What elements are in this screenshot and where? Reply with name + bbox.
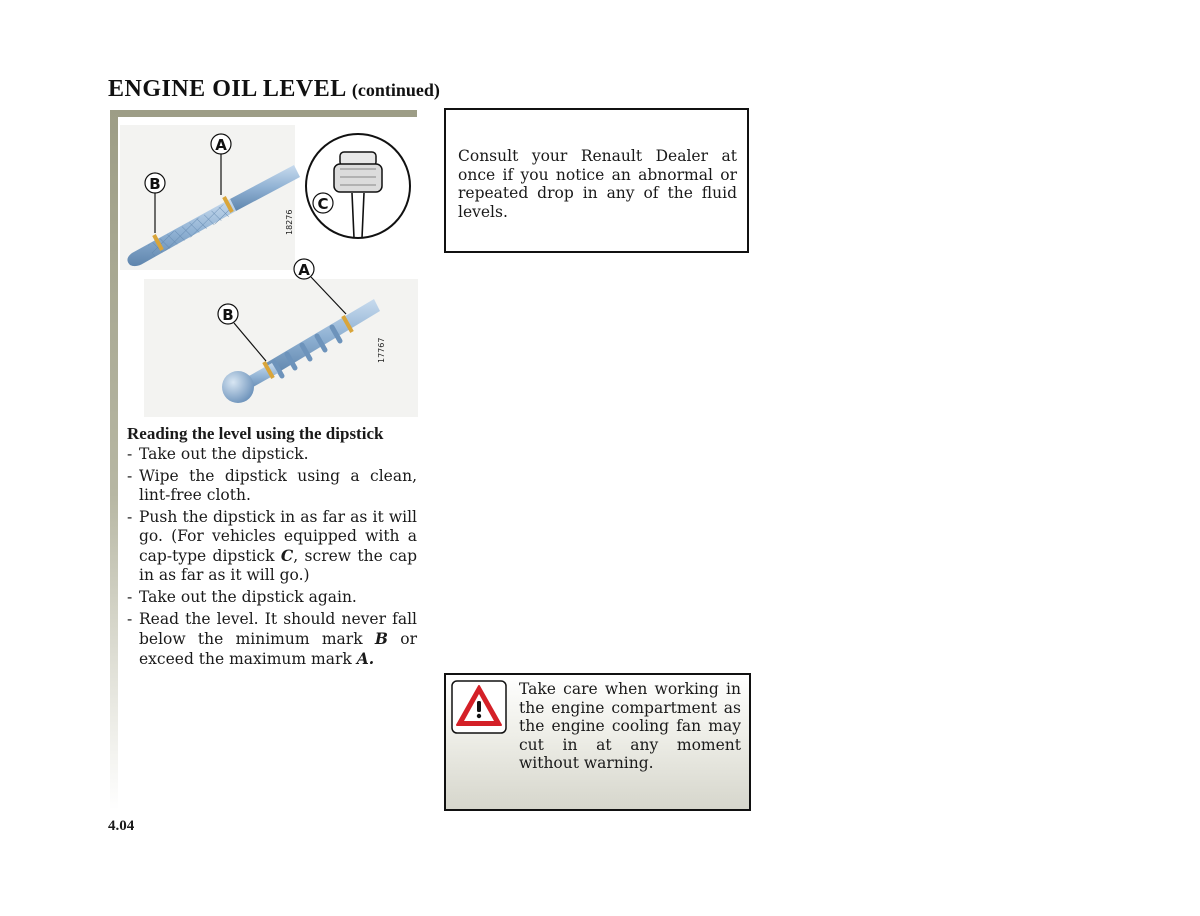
top-rule (110, 110, 417, 117)
label-a-bottom: A (298, 261, 310, 279)
instruction-step (127, 508, 417, 585)
mark-b: B (374, 629, 388, 648)
sidebar-rule (110, 110, 118, 810)
dipstick-diagram (118, 117, 418, 417)
step-text: Wipe the dipstick using a clean, lint-free cloth. (139, 467, 417, 504)
instruction-step (127, 445, 417, 464)
label-b-top: B (149, 175, 161, 193)
mark-c: C (280, 546, 294, 565)
step-text: or exceed the maximum mark (139, 630, 417, 668)
instruction-step (127, 467, 417, 505)
label-c: C (317, 195, 329, 213)
warning-text: Take care when working in the engine compartment as the engine cooling fan may cut in at any moment without warning. (519, 680, 741, 772)
dealer-notice-box (444, 108, 749, 253)
page-title-main: ENGINE OIL LEVEL (108, 76, 346, 102)
warning-triangle-icon (451, 680, 507, 734)
step-text: Take out the dipstick again. (139, 588, 357, 606)
dipstick-instructions (127, 424, 417, 672)
dealer-notice-text: Consult your Renault Dealer at once if you notice an abnormal or repeated drop in any of the fluid levels. (458, 147, 737, 221)
warning-box (444, 673, 751, 811)
instruction-step (127, 610, 417, 669)
step-text: Take out the dipstick. (139, 445, 309, 463)
step-text: Read the level. It should never fall below the minimum mark (139, 610, 417, 648)
mark-a: A. (356, 649, 375, 668)
instructions-heading: Reading the level using the dipstick (127, 424, 384, 443)
label-b-bottom: B (222, 306, 234, 324)
instruction-step (127, 588, 417, 607)
dipstick-illustration (118, 117, 418, 417)
label-a-top: A (215, 136, 227, 154)
cap-inset (306, 134, 410, 238)
page-title-suffix: (continued) (351, 80, 440, 100)
page-number: 4.04 (108, 818, 135, 834)
instructions-list (127, 445, 417, 669)
step-text: Push the dipstick in as far as it will go. (For vehicles equipped with a cap-type dipstick (139, 508, 417, 565)
figure-ref-bottom: 17767 (377, 337, 386, 363)
figure-ref-top: 18276 (285, 209, 294, 235)
page-title (108, 76, 440, 103)
step-text: , screw the cap in as far as it will go.) (139, 547, 418, 584)
